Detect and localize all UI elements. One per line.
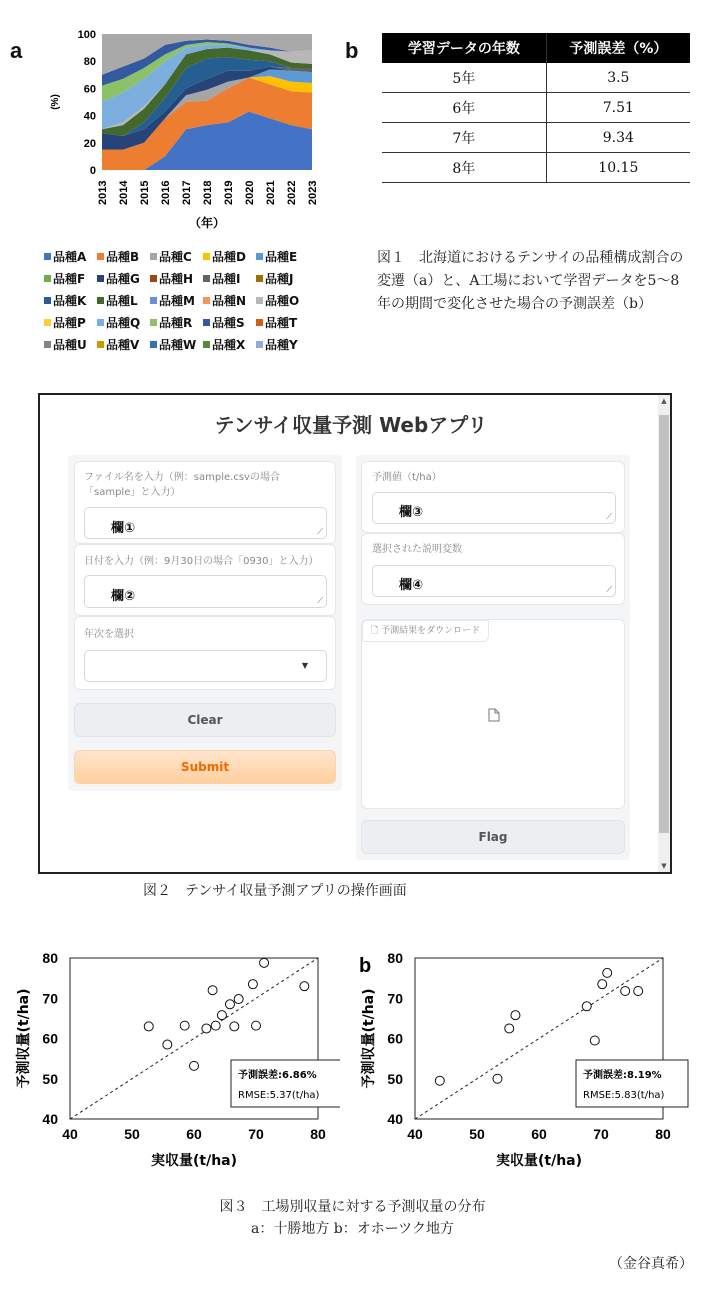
legend-label: 品種E: [265, 250, 298, 264]
scroll-thumb[interactable]: [659, 415, 669, 833]
legend-swatch: [97, 275, 104, 282]
legend-entry: [150, 268, 203, 290]
scatter-plot-okhotsk: [355, 945, 695, 1177]
data-point: [511, 1011, 520, 1020]
x-tick-label: 2022: [286, 180, 298, 205]
legend-entry: [203, 334, 256, 356]
error-annotation: 予測誤差:8.19%: [583, 1070, 662, 1081]
legend-entry: [44, 290, 97, 312]
legend-swatch: [203, 319, 210, 326]
data-point: [582, 1002, 591, 1011]
y-tick-label: 20: [83, 137, 96, 150]
prediction-label: 予測値（t/ha）: [372, 472, 442, 483]
legend-entry: [97, 290, 150, 312]
y-tick-label: 40: [83, 110, 96, 123]
data-point: [180, 1021, 189, 1030]
data-point: [435, 1076, 444, 1085]
table-cell: 10.15: [546, 153, 690, 183]
x-tick-label: 2016: [160, 180, 172, 205]
legend-entry: [256, 334, 309, 356]
y-tick-label: 50: [387, 1070, 403, 1087]
y-tick-label: 40: [42, 1111, 58, 1127]
app-screenshot: [38, 393, 672, 874]
x-axis-label: （年）: [188, 216, 226, 230]
legend-entry: [97, 334, 150, 356]
data-point: [163, 1040, 172, 1049]
data-point: [505, 1024, 514, 1033]
y-tick-label: 80: [42, 950, 58, 966]
legend-label: 品種A: [53, 250, 87, 264]
legend-entry: [150, 334, 203, 356]
date-label: 日付を入力（例：9月30日の場合「0930」と入力）: [84, 556, 319, 567]
x-tick-label: 50: [469, 1126, 485, 1142]
y-tick-label: 60: [83, 83, 96, 96]
panel-letter: b: [359, 955, 372, 977]
x-tick-label: 2017: [181, 180, 193, 205]
legend-entry: [256, 246, 309, 268]
prediction-error-table: [382, 33, 690, 183]
table-row: [382, 153, 690, 183]
year-block: [74, 616, 336, 690]
legend-swatch: [97, 341, 104, 348]
data-point: [211, 1021, 220, 1030]
table-header: 予測誤差（%）: [546, 33, 690, 63]
legend-entry: [97, 246, 150, 268]
table-header: 学習データの年数: [382, 33, 546, 63]
table-row: [382, 93, 690, 123]
legend-entry: [150, 312, 203, 334]
year-select[interactable]: [84, 650, 327, 682]
x-tick-label: 60: [531, 1126, 547, 1142]
prediction-value: 欄③: [399, 505, 424, 520]
y-axis-label: 予測収量(t/ha): [361, 988, 377, 1089]
file-name-value: 欄①: [111, 521, 136, 536]
scroll-up-icon[interactable]: ▲: [661, 397, 667, 405]
table-cell: 5年: [382, 63, 546, 93]
submit-button[interactable]: Submit: [74, 750, 336, 784]
x-tick-label: 50: [124, 1126, 140, 1142]
data-point: [144, 1022, 153, 1031]
file-name-input[interactable]: 欄① ⟋: [84, 507, 327, 539]
legend-swatch: [97, 319, 104, 326]
x-axis-label: 実収量(t/ha): [495, 1153, 583, 1169]
x-tick-label: 2018: [202, 180, 214, 205]
legend-swatch: [203, 275, 210, 282]
dropdown-caret-icon: ▼: [301, 661, 308, 670]
table-cell: 7年: [382, 123, 546, 153]
legend-entry: [44, 268, 97, 290]
table-row: [382, 123, 690, 153]
legend-swatch: [44, 297, 51, 304]
x-tick-label: 40: [407, 1126, 423, 1142]
y-tick-label: 70: [42, 990, 58, 1007]
legend-swatch: [256, 275, 263, 282]
y-tick-label: 50: [42, 1070, 58, 1087]
legend-label: 品種F: [53, 272, 86, 286]
data-point: [621, 987, 630, 996]
legend-label: 品種M: [159, 294, 195, 308]
data-point: [260, 958, 269, 967]
rmse-annotation: RMSE:5.83(t/ha): [583, 1090, 665, 1101]
panel-a-letter: a: [10, 38, 23, 63]
legend-label: 品種P: [53, 316, 86, 330]
legend-entry: [44, 246, 97, 268]
file-name-label: ファイル名を入力（例：sample.csvの場合「sample」と入力）: [84, 472, 280, 498]
legend-label: 品種L: [106, 294, 138, 308]
y-tick-label: 40: [387, 1111, 403, 1127]
legend-swatch: [256, 319, 263, 326]
date-input[interactable]: 欄② ⟋: [84, 575, 327, 608]
legend-label: 品種D: [212, 250, 246, 264]
input-column: [68, 455, 342, 791]
table-cell: 6年: [382, 93, 546, 123]
legend-swatch: [97, 253, 104, 260]
data-point: [202, 1024, 211, 1033]
prediction-output[interactable]: 欄③ ⟋: [372, 492, 616, 524]
x-tick-label: 2023: [307, 180, 319, 205]
legend-label: 品種O: [265, 294, 300, 308]
rmse-annotation: RMSE:5.37(t/ha): [238, 1090, 320, 1101]
variables-output[interactable]: 欄④ ⟋: [372, 565, 616, 597]
figure2-caption: 図２ テンサイ収量予測アプリの操作画面: [143, 883, 407, 899]
scroll-down-icon[interactable]: ▼: [661, 862, 667, 870]
legend-swatch: [203, 341, 210, 348]
legend-label: 品種H: [159, 272, 194, 286]
download-file-block[interactable]: [361, 619, 625, 809]
data-point: [225, 1000, 234, 1009]
legend-swatch: [97, 297, 104, 304]
variables-value: 欄④: [399, 578, 424, 593]
date-block: [74, 544, 336, 616]
legend-entry: [203, 312, 256, 334]
table-cell: 3.5: [546, 63, 690, 93]
y-tick-label: 100: [77, 29, 96, 41]
legend-swatch: [44, 319, 51, 326]
y-tick-label: 80: [83, 56, 96, 69]
y-tick-label: 0: [89, 165, 96, 177]
download-label: 予測結果をダウンロード: [381, 626, 481, 636]
legend-entry: [44, 312, 97, 334]
data-point: [190, 1061, 199, 1070]
scatter-plot-tokachi: [10, 945, 340, 1177]
legend-label: 品種K: [53, 294, 87, 308]
legend-entry: [256, 312, 309, 334]
legend-swatch: [150, 341, 157, 348]
data-point: [300, 982, 309, 991]
figure1-caption: 図１ 北海道におけるテンサイの品種構成割合の変遷（a）と、A工場において学習データを5〜8年の期間で変化させた場合の予測誤差（b）: [377, 250, 684, 312]
legend-entry: [203, 290, 256, 312]
legend-swatch: [150, 297, 157, 304]
x-tick-label: 40: [62, 1126, 78, 1142]
x-tick-label: 80: [655, 1126, 671, 1142]
legend-entry: [97, 312, 150, 334]
legend-entry: [203, 246, 256, 268]
figure3-caption-line1: 図３ 工場別収量に対する予測収量の分布: [219, 1199, 486, 1215]
legend-swatch: [256, 341, 263, 348]
data-point: [208, 986, 217, 995]
file-icon: 🗋: [371, 626, 379, 636]
y-axis-label: (%): [50, 94, 61, 110]
legend-swatch: [150, 319, 157, 326]
legend-swatch: [44, 341, 51, 348]
data-point: [603, 968, 612, 977]
year-label: 年次を選択: [84, 629, 134, 640]
panel-b-letter: b: [345, 38, 359, 63]
y-tick-label: 70: [387, 990, 403, 1007]
x-axis-label: 実収量(t/ha): [150, 1153, 238, 1169]
legend-label: 品種N: [212, 294, 247, 308]
table-cell: 7.51: [546, 93, 690, 123]
legend-label: 品種Q: [106, 316, 141, 330]
legend-label: 品種X: [212, 338, 246, 352]
data-point: [252, 1021, 261, 1030]
x-tick-label: 80: [310, 1126, 326, 1142]
area-chart-legend: [44, 246, 334, 356]
legend-entry: [256, 268, 309, 290]
legend-swatch: [256, 253, 263, 260]
data-point: [590, 1036, 599, 1045]
legend-label: 品種R: [159, 316, 193, 330]
y-axis-label: 予測収量(t/ha): [16, 988, 32, 1089]
clear-button[interactable]: Clear: [74, 703, 336, 737]
table-row: [382, 63, 690, 93]
data-point: [230, 1022, 239, 1031]
legend-swatch: [44, 275, 51, 282]
author: （金谷真希）: [609, 1256, 693, 1272]
legend-entry: [44, 334, 97, 356]
x-tick-label: 2013: [97, 180, 109, 205]
prediction-block: [361, 461, 625, 533]
y-tick-label: 60: [42, 1030, 58, 1047]
x-tick-label: 2020: [244, 180, 256, 205]
file-name-block: [74, 461, 336, 544]
x-tick-label: 60: [186, 1126, 202, 1142]
error-annotation: 予測誤差:6.86%: [238, 1070, 317, 1081]
legend-entry: [97, 268, 150, 290]
x-tick-label: 2015: [139, 180, 151, 205]
legend-swatch: [150, 253, 157, 260]
legend-label: 品種U: [53, 338, 87, 352]
legend-label: 品種S: [212, 316, 245, 330]
figure3-caption-line2: a：十勝地方 b：オホーツク地方: [250, 1221, 455, 1237]
legend-label: 品種B: [106, 250, 140, 264]
legend-swatch: [203, 297, 210, 304]
legend-swatch: [150, 275, 157, 282]
legend-swatch: [203, 253, 210, 260]
y-tick-label: 60: [387, 1030, 403, 1047]
legend-swatch: [256, 297, 263, 304]
data-point: [217, 1011, 226, 1020]
download-tab: [362, 620, 489, 642]
data-point: [248, 980, 257, 989]
date-value: 欄②: [111, 589, 136, 604]
table-cell: 8年: [382, 153, 546, 183]
y-tick-label: 80: [387, 950, 403, 966]
variables-block: [361, 533, 625, 605]
legend-label: 品種V: [106, 338, 140, 352]
x-tick-label: 70: [248, 1126, 264, 1142]
variables-label: 選択された説明変数: [372, 544, 462, 555]
data-point: [234, 995, 243, 1004]
data-point: [598, 980, 607, 989]
variety-area-chart: [40, 24, 330, 234]
data-point: [634, 987, 643, 996]
app-title: テンサイ収量予測 Webアプリ: [214, 413, 488, 437]
legend-entry: [150, 290, 203, 312]
legend-label: 品種T: [265, 316, 298, 330]
x-tick-label: 2019: [223, 180, 235, 205]
legend-entry: [150, 246, 203, 268]
output-column: [356, 455, 630, 860]
x-tick-label: 70: [593, 1126, 609, 1142]
scrollbar[interactable]: [658, 395, 670, 872]
x-tick-label: 2021: [265, 180, 277, 205]
legend-label: 品種C: [159, 250, 192, 264]
legend-label: 品種I: [212, 272, 241, 286]
legend-label: 品種W: [159, 338, 197, 352]
empty-file-icon: [488, 708, 500, 722]
x-tick-label: 2014: [118, 180, 130, 205]
legend-label: 品種J: [265, 272, 294, 286]
flag-button[interactable]: Flag: [361, 820, 625, 854]
legend-swatch: [44, 253, 51, 260]
table-cell: 9.34: [546, 123, 690, 153]
legend-entry: [203, 268, 256, 290]
data-point: [493, 1074, 502, 1083]
legend-entry: [256, 290, 309, 312]
legend-label: 品種Y: [265, 338, 298, 352]
legend-label: 品種G: [106, 272, 140, 286]
